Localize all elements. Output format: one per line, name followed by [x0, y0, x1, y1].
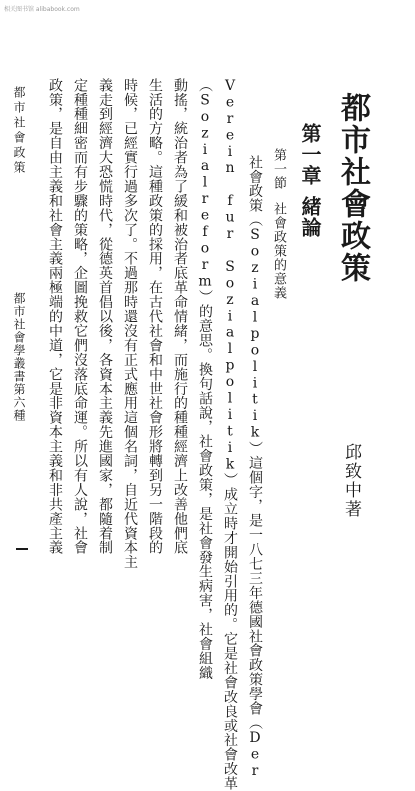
page-number — [16, 548, 28, 550]
paragraph-line: （Sozialreform）的意思。換句話說，社會政策，是社會發生病害，社會組織 — [197, 78, 213, 680]
section-heading — [272, 148, 285, 300]
section-number: 第一節 — [271, 148, 286, 190]
chapter-name: 緒論 — [298, 196, 322, 238]
paragraph-line: Verein fur Sozialpolitik）成立時才開始引用的。它是社會改良或社會改革 — [222, 78, 238, 791]
series-label: 都市社會學叢書第六種 — [12, 292, 26, 422]
paragraph-line: 政策，是自由主義和社會主義兩極端的中道，它是非資本主義和非共產主義 — [47, 78, 63, 555]
paragraph-line: 生活的方略。這種政策的採用，在古代社會和中世社會形將轉到另一階段的 — [147, 78, 163, 555]
paragraph-line: 動搖，統治者為了緩和被治者底革命情緒，而施行的種種經濟上改善他們底 — [172, 78, 188, 555]
author-name: 邱致中著 — [341, 443, 361, 519]
watermark-text: 相关图书馆 alibabook.com — [4, 6, 80, 13]
paragraph-line: 社會政策（Sozialpolitik）這個字，是一八七三年德國社會政策學會（Der — [247, 155, 263, 780]
book-title: 都市社會政策 — [335, 92, 370, 284]
chapter-number: 第一章 — [298, 123, 322, 186]
section-name: 社會政策的意義 — [271, 202, 286, 300]
paragraph-line: 時候，已經實行過多次了。不過那時還沒有正式應用這個名詞，自近代資本主 — [122, 78, 138, 570]
paragraph-line: 義走到經濟大恐慌時代，從德英首倡以後，各資本主義先進國家，都隨着制 — [97, 78, 113, 555]
running-footer-title: 都市社會政策 — [12, 86, 26, 176]
chapter-heading — [300, 123, 320, 238]
paragraph-line: 定種種細密而有步驟的策略，企圖挽救它們沒落底命運。所以有人說，社會 — [72, 78, 88, 555]
